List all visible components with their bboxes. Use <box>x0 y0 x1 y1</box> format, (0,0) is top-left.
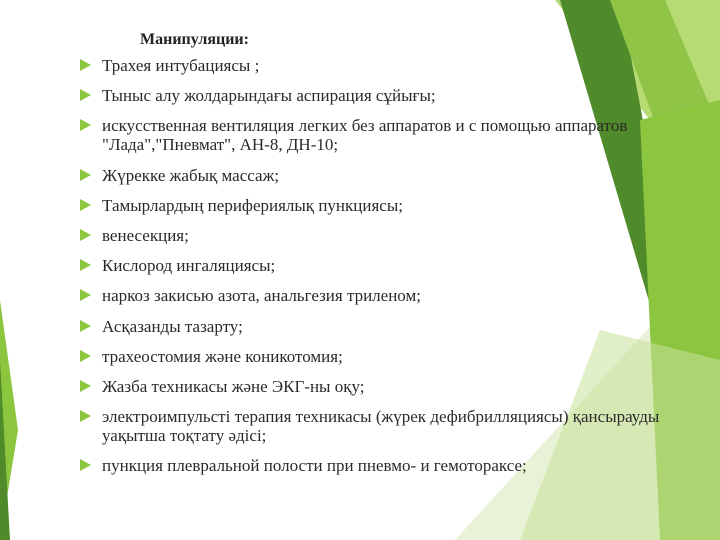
list-item-text: Жазба техникасы және ЭКГ-ны оқу; <box>102 376 365 396</box>
list-item <box>80 86 670 105</box>
list-item-text: Тамырлардың перифериялық пункциясы; <box>102 195 403 215</box>
list-item <box>80 116 670 154</box>
list-item <box>80 226 670 245</box>
triangle-bullet-icon <box>80 410 91 422</box>
list-item <box>80 456 670 475</box>
list-item <box>80 317 670 336</box>
triangle-bullet-icon <box>80 169 91 181</box>
list-item-text: Трахея интубациясы ; <box>102 56 260 75</box>
list-item-text: Асқазанды тазарту; <box>102 316 243 336</box>
list-item <box>80 256 670 275</box>
list-item-text: Кислород ингаляциясы; <box>102 256 276 276</box>
list-item-text: пункция плевральной полости при пневмо- и гемотораксе; <box>102 456 527 476</box>
list-item-text: Тыныс алу жолдарындағы аспирация сұйығы; <box>102 86 436 106</box>
slide-heading: Манипуляции: <box>140 31 249 48</box>
list-item <box>80 166 670 185</box>
triangle-bullet-icon <box>80 320 91 332</box>
list-item <box>80 286 670 305</box>
list-item <box>80 377 670 396</box>
list-item-text: трахеостомия және коникотомия; <box>102 346 343 366</box>
triangle-bullet-icon <box>80 259 91 271</box>
slide-content <box>80 30 670 486</box>
triangle-bullet-icon <box>80 199 91 211</box>
triangle-bullet-icon <box>80 459 91 471</box>
list-item <box>80 347 670 366</box>
triangle-bullet-icon <box>80 89 91 101</box>
manipulation-list <box>80 56 670 475</box>
triangle-bullet-icon <box>80 350 91 362</box>
triangle-bullet-icon <box>80 380 91 392</box>
triangle-bullet-icon <box>80 59 91 71</box>
triangle-bullet-icon <box>80 289 91 301</box>
list-item <box>80 407 670 445</box>
list-item-text: венесекция; <box>102 225 189 245</box>
list-item <box>80 56 670 75</box>
list-item-text: электроимпульсті терапия техникасы (жүрек дефибрилляциясы) қансырауды уақытша тоқтату әдісі; <box>102 407 660 446</box>
list-item-text: Жүрекке жабық массаж; <box>102 165 280 185</box>
list-item <box>80 196 670 215</box>
list-item-text: наркоз закисью азота, анальгезия триленом; <box>102 286 421 306</box>
triangle-bullet-icon <box>80 119 91 131</box>
triangle-bullet-icon <box>80 229 91 241</box>
list-item-text: искусственная вентиляция легких без аппаратов и с помощью аппаратов "Лада","Пневмат", АН-8, ДН-10; <box>102 116 628 155</box>
